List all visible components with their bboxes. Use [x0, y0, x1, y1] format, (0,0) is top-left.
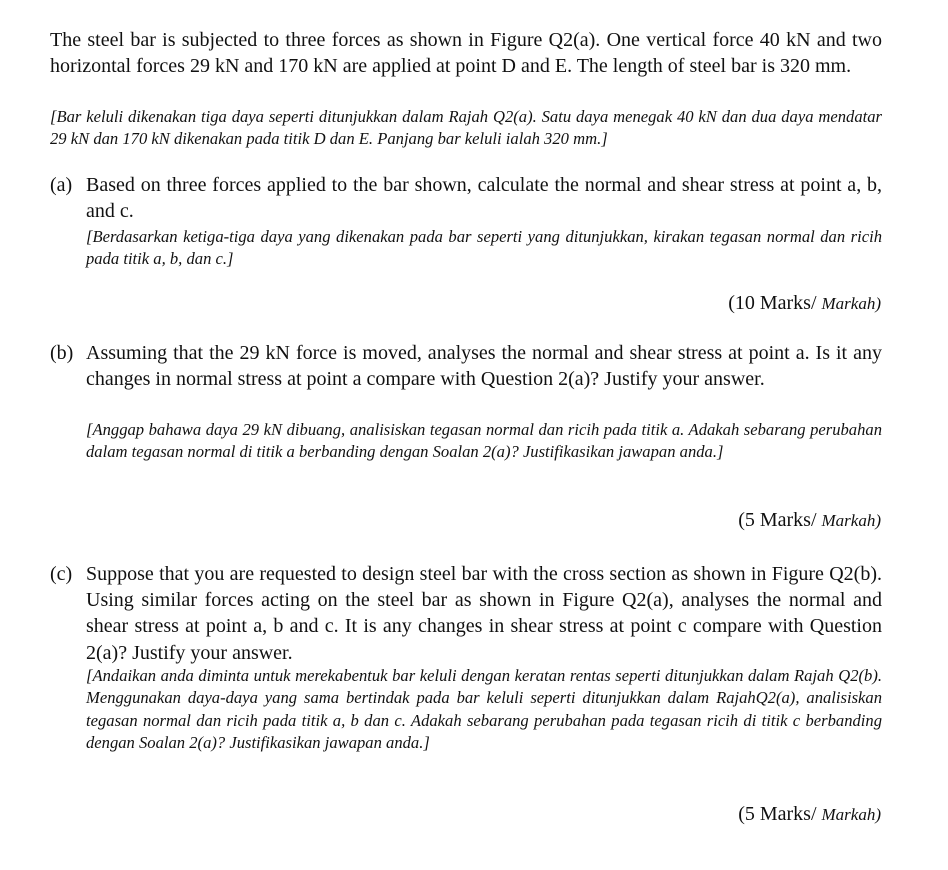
question-label: (a): [50, 174, 73, 196]
question-label: (c): [50, 563, 73, 585]
question-text-malay: [Anggap bahawa daya 29 kN dibuang, analisiskan tegasan normal dan ricih pada titik a. Adakah sebarang perubahan dalam tegasan normal di titik a berbanding dengan Soalan 2(a)? Justifikasikan jawapan anda.]: [86, 420, 882, 462]
intro-english: The steel bar is subjected to three forces as shown in Figure Q2(a). One vertical force 40 kN and two horizontal forces 29 kN and 170 kN are applied at point D and E. The length of steel bar is 320 mm.: [50, 29, 882, 78]
question-label: (b): [50, 342, 74, 364]
markah-label: Markah): [821, 805, 881, 824]
question-text-malay: [Berdasarkan ketiga-tiga daya yang dikenakan pada bar seperti yang ditunjukkan, kirakan tegasan normal dan ricih pada titik a, b, dan c.]: [86, 227, 882, 269]
intro-malay: [Bar keluli dikenakan tiga daya seperti ditunjukkan dalam Rajah Q2(a). Satu daya menegak 40 kN dan dua daya mendatar 29 kN dan 170 kN dikenakan pada titik D dan E. Panjang bar keluli ialah 320 mm.]: [50, 107, 882, 149]
question-text-english: Suppose that you are requested to design steel bar with the cross section as shown in Figure Q2(b). Using similar forces acting on the steel bar as shown in Figure Q2(a), analyses the normal and shear stress at point a, b and c. It is any changes in shear stress at point c compare with Question 2(a)? Justify your answer.: [86, 563, 882, 664]
marks-label: (5 Marks/: [738, 803, 817, 825]
markah-label: Markah): [821, 511, 881, 530]
marks: [728, 292, 881, 315]
question-text-english: Based on three forces applied to the bar shown, calculate the normal and shear stress at point a, b, and c.: [86, 174, 882, 223]
marks-label: (10 Marks/: [728, 292, 817, 314]
question-text-english: Assuming that the 29 kN force is moved, analyses the normal and shear stress at point a. Is it any changes in normal stress at point a compare with Question 2(a)? Justify your answer.: [86, 342, 882, 391]
question-text-malay: [Andaikan anda diminta untuk merekabentuk bar keluli dengan keratan rentas seperti ditunjukkan dalam Rajah Q2(b). Menggunakan daya-daya yang sama bertindak pada bar keluli seperti ditunjukkan dalam RajahQ2(a), analisiskan tegasan normal dan ricih pada titik a, b dan c. Adakah sebarang perubahan pada tegasan ricih di titik c berbanding dengan Soalan 2(a)? Justifikasikan jawapan anda.]: [86, 666, 882, 753]
marks: [738, 509, 881, 532]
marks-label: (5 Marks/: [738, 509, 817, 531]
marks: [738, 803, 881, 826]
markah-label: Markah): [821, 294, 881, 313]
